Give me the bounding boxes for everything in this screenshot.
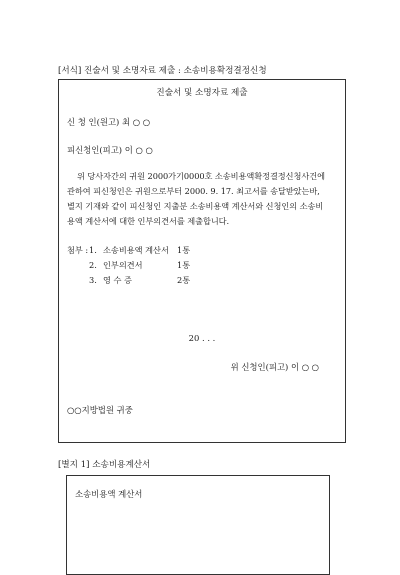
- body-line-2: 관하여 피신청인은 귀원으로부터 2000. 9. 17. 최고서를 송달받았는바,: [67, 186, 320, 196]
- attachment-3-name: 영 수 증: [103, 275, 132, 285]
- attachment-2-no: 2.: [89, 260, 97, 270]
- body-line-1: 위 당사자간의 귀원 2000가기0000호 소송비용액확정결정신청사건에: [77, 171, 325, 181]
- form-title: 진술서 및 소명자료 제출: [156, 88, 248, 98]
- attachment-1-name: 소송비용액 계산서: [103, 245, 169, 255]
- date-line: 20 . . .: [188, 333, 216, 343]
- respondent-line: 피신청인(피고) 이 ○ ○: [67, 145, 153, 155]
- body-line-4: 용액 계산서에 대한 인부의견서를 제출합니다.: [67, 216, 230, 226]
- signature-line: 위 신청인(피고) 이 ○ ○: [230, 362, 319, 372]
- attachment-2-count: 1통: [177, 260, 191, 270]
- body-line-3: 별지 기재와 같이 피신청인 지출분 소송비용액 계산서와 신청인의 소송비: [67, 201, 324, 211]
- attachment-3-count: 2통: [177, 275, 191, 285]
- attachment-1-count: 1통: [177, 245, 191, 255]
- applicant-line: 신 청 인(원고) 최 ○ ○: [67, 117, 151, 127]
- cost-statement-title: 소송비용액 계산서: [75, 489, 143, 499]
- attachment-2-name: 인부의견서: [103, 260, 143, 270]
- attachments-prefix: 첨부 :: [67, 245, 89, 255]
- form-header: [서식] 진술서 및 소명자료 제출 : 소송비용확정결정신청: [58, 66, 267, 76]
- cost-statement-box: [66, 475, 330, 575]
- statement-form: [58, 79, 346, 443]
- attachment-3-no: 3.: [89, 275, 97, 285]
- annex-header: [별지 1] 소송비용계산서: [58, 460, 151, 470]
- court-addressee: ○○지방법원 귀중: [67, 405, 133, 415]
- attachment-1-no: 1.: [89, 245, 97, 255]
